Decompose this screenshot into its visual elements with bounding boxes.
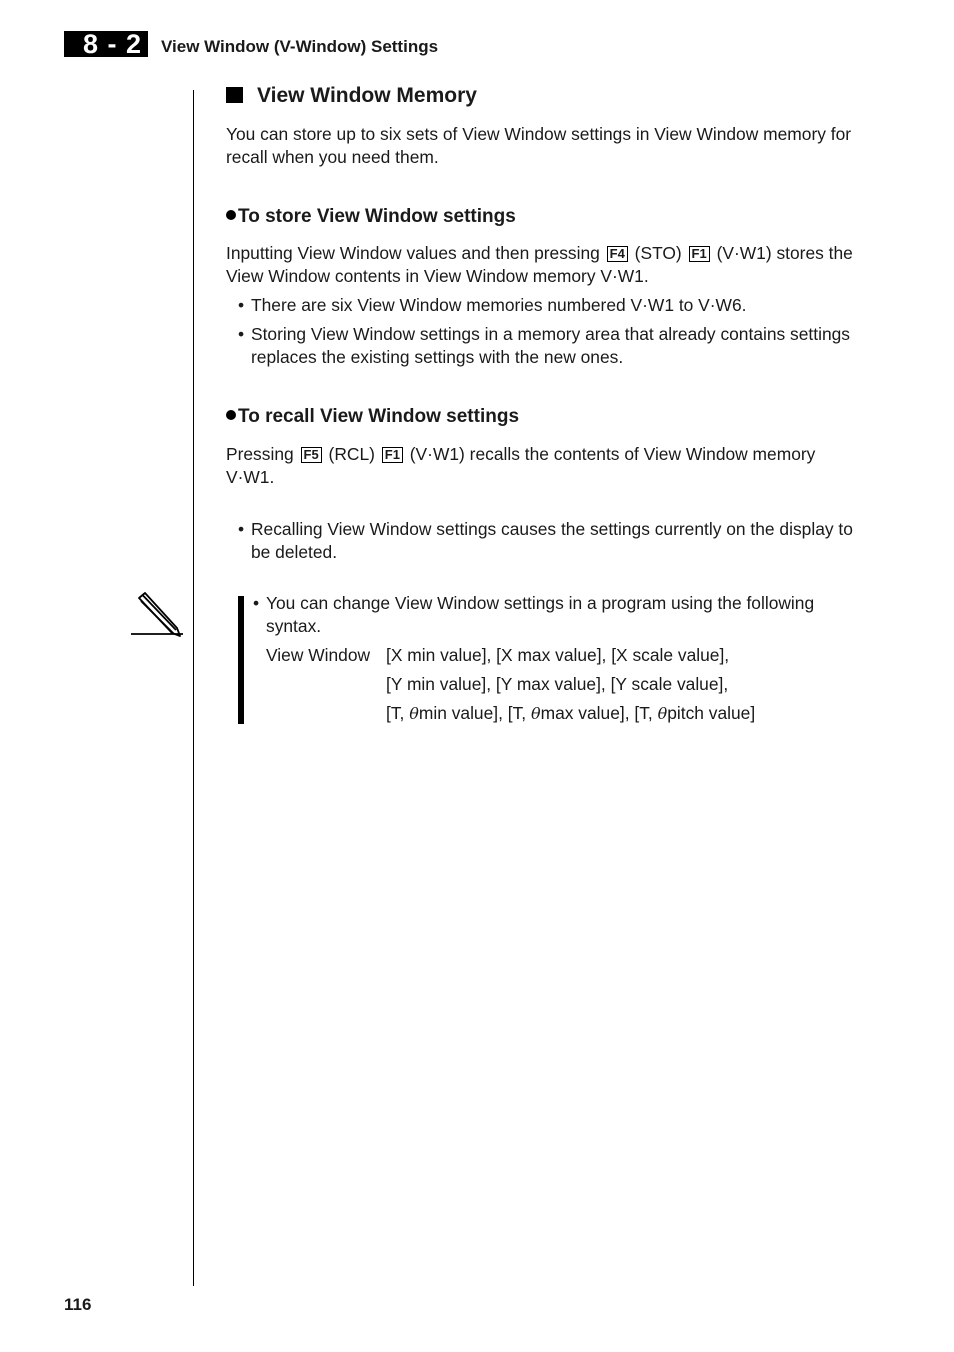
bullet-icon: • <box>238 519 245 539</box>
bullet-dot-icon <box>226 210 236 220</box>
f1-key: F1 <box>382 447 403 463</box>
intro-line: You can store up to six sets of View Window settings in View Window memory for <box>226 124 852 144</box>
f1-key: F1 <box>689 246 710 262</box>
note-line: You can change View Window settings in a program using the following <box>266 593 815 613</box>
text-run: min value], [T, <box>418 703 527 723</box>
text-run: pitch value] <box>667 703 756 723</box>
text-run: Inputting View Window values and then pressing <box>226 243 600 263</box>
square-bullet-icon <box>226 87 243 103</box>
intro-paragraph <box>226 123 906 169</box>
recall-heading <box>226 406 519 428</box>
recall-line: V·W1. <box>226 467 275 487</box>
page-number: 116 <box>64 1295 92 1314</box>
bullet-icon: • <box>253 593 260 613</box>
bullet-icon: • <box>238 324 245 344</box>
text-run: Pressing <box>226 444 294 464</box>
recall-line <box>226 443 916 466</box>
text-run: (V·W1) stores the <box>716 243 853 263</box>
intro-line: recall when you need them. <box>226 147 439 167</box>
text-run: [T, <box>386 703 405 723</box>
recall-bullet-1 <box>238 518 901 564</box>
page-heading <box>226 84 477 108</box>
store-line <box>226 242 916 265</box>
store-heading <box>226 206 516 228</box>
text-run: max value], [T, <box>540 703 653 723</box>
bullet-dot-icon <box>226 410 236 420</box>
syntax-command: View Window <box>266 645 371 665</box>
pencil-icon <box>131 592 185 638</box>
note-text <box>253 592 906 638</box>
syntax-line <box>386 702 755 725</box>
f5-key: F5 <box>301 447 322 463</box>
text-run: (RCL) <box>328 444 375 464</box>
store-bullet-1 <box>238 294 901 317</box>
bullet-icon: • <box>238 295 245 315</box>
bullet-text: Storing View Window settings in a memory area that already contains settings <box>251 324 850 344</box>
theta-symbol: θ <box>530 704 541 723</box>
page-heading-text: View Window Memory <box>257 84 477 107</box>
section-title: View Window (V-Window) Settings <box>161 37 439 56</box>
store-line: View Window contents in View Window memory V·W1. <box>226 266 649 286</box>
theta-symbol: θ <box>409 704 419 723</box>
theta-symbol: θ <box>657 704 668 723</box>
bullet-text: Recalling View Window settings causes the settings currently on the display to <box>251 519 853 539</box>
bullet-text: be deleted. <box>251 542 338 562</box>
text-run: (STO) <box>634 243 682 263</box>
recall-heading-text: To recall View Window settings <box>238 406 520 427</box>
store-heading-text: To store View Window settings <box>238 206 516 227</box>
note-line: syntax. <box>266 616 322 636</box>
note-bar <box>238 596 244 724</box>
f4-key: F4 <box>607 246 628 262</box>
store-paragraph <box>226 242 916 288</box>
syntax-line: [X min value], [X max value], [X scale value], <box>386 645 730 665</box>
margin-rule <box>193 90 194 1286</box>
syntax-line: [Y min value], [Y max value], [Y scale value], <box>386 674 729 694</box>
section-number-badge: 8 - 2 <box>64 31 148 57</box>
store-bullet-2 <box>238 323 901 369</box>
bullet-text: There are six View Window memories numbered V·W1 to V·W6. <box>251 295 747 315</box>
recall-paragraph <box>226 443 916 489</box>
bullet-text: replaces the existing settings with the new ones. <box>251 347 624 367</box>
text-run: (V·W1) recalls the contents of View Window memory <box>409 444 816 464</box>
